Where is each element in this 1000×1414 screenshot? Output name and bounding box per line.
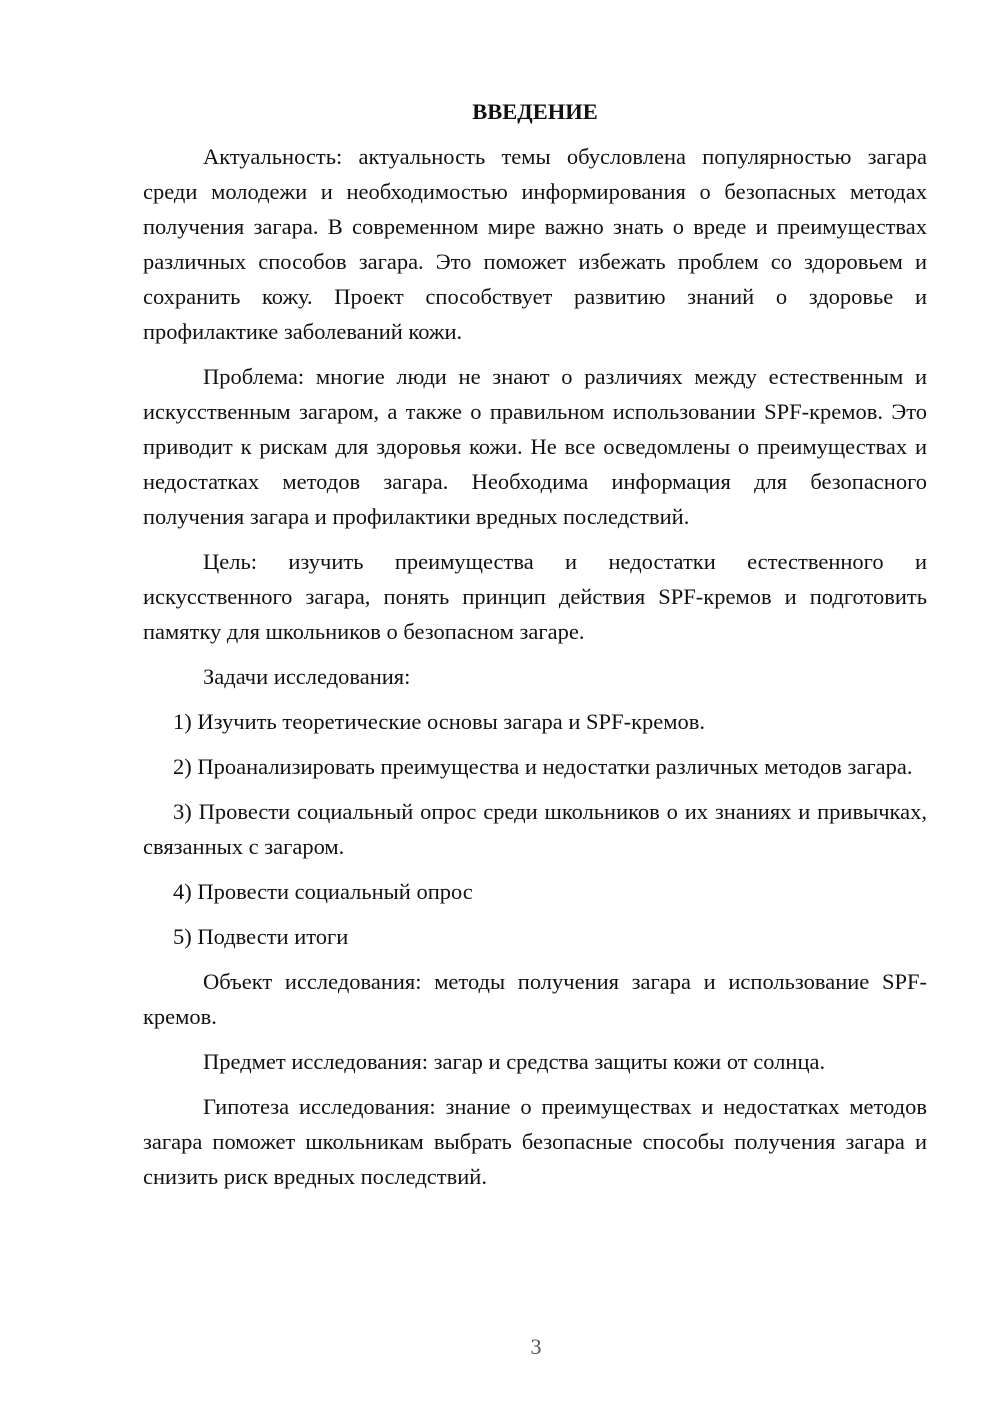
task-item-5: 5) Подвести итоги <box>173 924 349 949</box>
paragraph-object: Объект исследования: методы получения загара и использование SPF-кремов. <box>143 969 927 1029</box>
task-item-3: 3) Провести социальный опрос среди школьников о их знаниях и привычках, связанных с загаром. <box>143 799 927 859</box>
task-item-2: 2) Проанализировать преимущества и недостатки различных методов загара. <box>173 754 913 779</box>
paragraph-tasks-heading: Задачи исследования: <box>203 664 411 689</box>
paragraph-goal: Цель: изучить преимущества и недостатки естественного и искусственного загара, понять принцип действия SPF-кремов и подготовить памятку для школьников о безопасном загаре. <box>143 549 927 644</box>
paragraph-hypothesis: Гипотеза исследования: знание о преимуществах и недостатках методов загара поможет школьникам выбрать безопасные способы получения загара и снизить риск вредных последствий. <box>143 1094 927 1189</box>
document-page <box>143 94 927 1204</box>
paragraph-relevance: Актуальность: актуальность темы обусловлена популярностью загара среди молодежи и необходимостью информирования о безопасных методах получения загара. В современном мире важно знать о вреде и преимуществах различных способов загара. Это поможет избежать проблем со здоровьем и сохранить кожу. Проект способствует развитию знаний о здоровье и профилактике заболеваний кожи. <box>143 144 927 344</box>
task-item-4: 4) Провести социальный опрос <box>173 879 473 904</box>
page-number: 3 <box>530 1334 542 1359</box>
task-item-1: 1) Изучить теоретические основы загара и SPF-кремов. <box>173 709 705 734</box>
section-title: ВВЕДЕНИЕ <box>472 99 598 124</box>
paragraph-problem: Проблема: многие люди не знают о различиях между естественным и искусственным загаром, а также о правильном использовании SPF-кремов. Это приводит к рискам для здоровья кожи. Не все осведомлены о преимуществах и недостатках методов загара. Необходима информация для безопасного получения загара и профилактики вредных последствий. <box>143 364 927 529</box>
paragraph-subject: Предмет исследования: загар и средства защиты кожи от солнца. <box>203 1049 826 1074</box>
